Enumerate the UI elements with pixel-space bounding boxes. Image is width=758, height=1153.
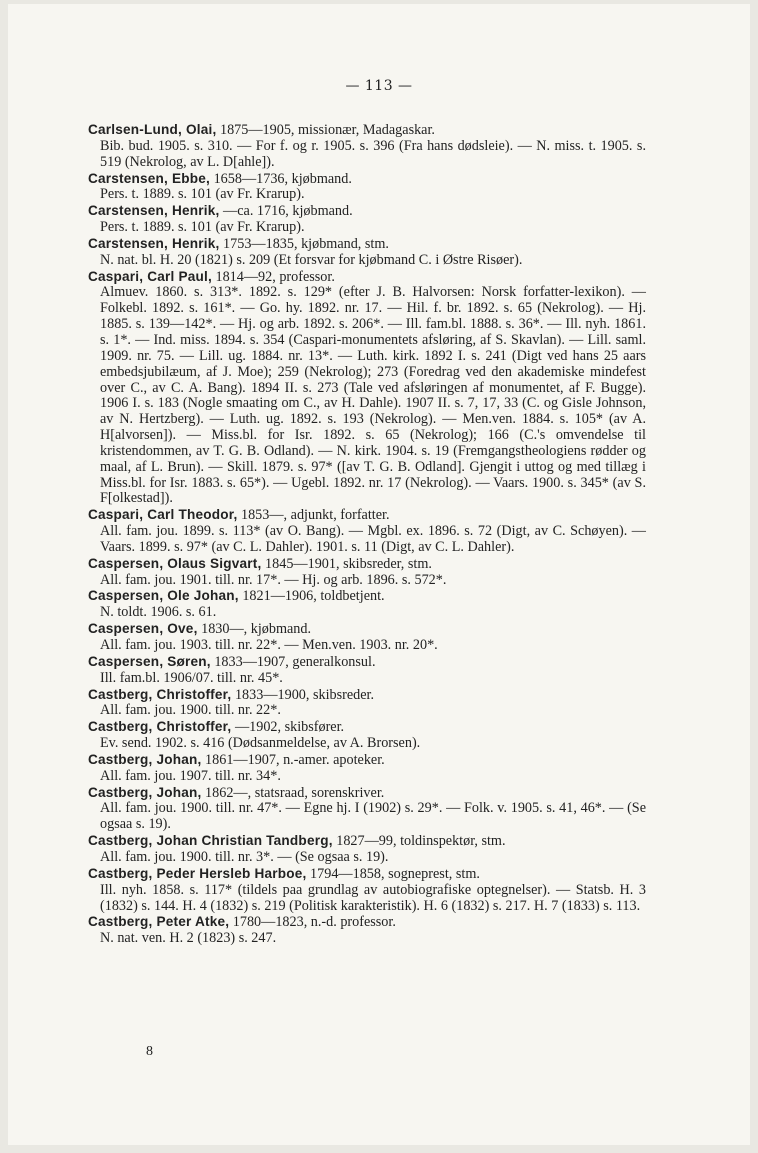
- entry-description: 1845—1901, skibsreder, stm.: [261, 555, 432, 572]
- entry-name: Castberg, Peter Atke,: [88, 914, 230, 930]
- entry-name: Castberg, Johan,: [88, 751, 202, 767]
- bibliography-entry: [88, 507, 646, 556]
- entry-heading: [88, 621, 646, 638]
- entry-name: Caspersen, Ole Johan,: [88, 588, 239, 604]
- entry-references: All. fam. jou. 1901. till. nr. 17*. — Hj. og arb. 1896. s. 572*.: [100, 571, 447, 588]
- entry-description: 1853—, adjunkt, forfatter.: [237, 507, 390, 524]
- entry-description: 1830—, kjøbmand.: [197, 621, 312, 638]
- entry-references: All. fam. jou. 1900. till. nr. 3*. — (Se ogsaa s. 19).: [100, 848, 389, 865]
- entry-heading: [88, 866, 646, 883]
- bibliography-entry: [88, 171, 646, 204]
- entry-description: 1833—1900, skibsreder.: [231, 686, 375, 703]
- entry-description: 1753—1835, kjøbmand, stm.: [219, 235, 389, 252]
- entry-description: 1833—1907, generalkonsul.: [210, 653, 376, 670]
- bibliography-entry: [88, 785, 646, 834]
- page-number: — 113 —: [345, 78, 413, 94]
- bibliography-entry: [88, 719, 646, 752]
- entry-name: Carstensen, Henrik,: [88, 203, 220, 219]
- entry-heading: [88, 654, 646, 671]
- bibliography-entry: [88, 752, 646, 785]
- entry-name: Castberg, Johan Christian Tandberg,: [88, 833, 333, 849]
- entry-references: N. nat. bl. H. 20 (1821) s. 209 (Et forsvar for kjøbmand C. i Østre Risøer).: [100, 251, 523, 268]
- entry-references: Ev. send. 1902. s. 416 (Dødsanmeldelse, av A. Brorsen).: [100, 735, 421, 752]
- entry-description: 1658—1736, kjøbmand.: [210, 170, 352, 187]
- entry-heading: [88, 556, 646, 573]
- entry-description: —1902, skibsfører.: [231, 719, 345, 736]
- entry-references: All. fam. jou. 1900. till. nr. 47*. — Egne hj. I (1902) s. 29*. — Folk. v. 1905. s. 41, 46*. — (Se ogsaa s. 19).: [100, 800, 646, 833]
- entry-name: Caspari, Carl Theodor,: [88, 507, 238, 523]
- entry-description: —ca. 1716, kjøbmand.: [219, 203, 353, 220]
- entry-description: 1861—1907, n.-amer. apoteker.: [201, 751, 385, 768]
- entry-description: 1875—1905, missionær, Madagaskar.: [216, 122, 435, 138]
- bibliography-entry: [88, 588, 646, 621]
- entry-heading: [88, 507, 646, 524]
- entry-references: Ill. nyh. 1858. s. 117* (tildels paa grundlag av autobiografiske optegnelser). — Statsb. H. 3 (1832) s. 144. H. 4 (1832) s. 219 (Politisk karakteristik). H. 6 (1832) s. 217. H. 7 (1833) s. 113.: [100, 881, 646, 914]
- entry-description: 1794—1858, sogneprest, stm.: [306, 865, 480, 882]
- signature-mark: 8: [146, 1044, 153, 1059]
- entry-name: Caspersen, Ove,: [88, 621, 198, 637]
- entry-references: Almuev. 1860. s. 313*. 1892. s. 129* (efter J. B. Halvorsen: Norsk forfatter-lexikon). — Folkebl. 1892. s. 161*. — Go. hy. 1892. nr. 17. — Hil. f. br. 1892. s. 65 (Nekrolog). — Hj. 1885. s. 139—142*. — Hj. og arb. 1892. s. 206*. — Ill. fam.bl. 1888. s. 36*. — Ill. nyh. 1861. s. 1*. — Ind. miss. 1894. s. 354 (Caspari-monumentets afsløring, af S. Skavlan). — Lill. saml. 1909. nr. 75. — Lill. ug. 1884. nr. 13*. — Luth. kirk. 1892 I. s. 241 (Digt ved hans 25 aars embedsjubilæum, af J. Moe); 259 (Nekrolog); 273 (Foredrag ved den akademiske mindefest over C., av C. A. Bang). 1894 II. s. 273 (Tale ved afsløringen af monumentet, af F. Bugge). 1906 I. s. 183 (Nogle smaating om C., av H. Dahle). 1907 II. s. 7, 17, 33 (C. og Gisle Johnson, av N. Hertzberg). — Luth. ug. 1892. s. 193 (Nekrolog). — Men.ven. 1884. s. 105* (av A. H[alvorsen]). — Miss.bl. for Isr. 1892. s. 65 (Nekrolog); 166 (C.'s omvendelse til kristendommen, av T. G. B. Odland). — N. kirk. 1904. s. 19 (Fremgangstheologiens rødder og maal, af L. Brun). — Skill. 1879. s. 97* ([av T. G. B. Odland]. Gjengit i uttog og med tillæg i Miss.bl. for Isr. 1883. s. 65*). — Ugebl. 1892. nr. 17 (Nekrolog). — Vaars. 1900. s. 345* (av S. F[olkestad]).: [100, 284, 646, 507]
- bibliography-entry: [88, 621, 646, 654]
- bibliography-entries: [88, 122, 646, 947]
- entry-name: Caspersen, Olaus Sigvart,: [88, 555, 262, 571]
- bibliography-entry: [88, 914, 646, 947]
- entry-references: N. nat. ven. H. 2 (1823) s. 247.: [100, 930, 277, 947]
- entry-heading: [88, 833, 646, 850]
- entry-heading: [88, 785, 646, 802]
- entry-references: Bib. bud. 1905. s. 310. — For f. og r. 1905. s. 396 (Fra hans dødsleie). — N. miss. t. 1905. s. 519 (Nekrolog, av L. D[ahle]).: [100, 137, 646, 170]
- entry-references: All. fam. jou. 1903. till. nr. 22*. — Men.ven. 1903. nr. 20*.: [100, 637, 438, 653]
- entry-description: 1821—1906, toldbetjent.: [238, 588, 385, 605]
- entry-name: Caspari, Carl Paul,: [88, 268, 212, 284]
- bibliography-entry: [88, 236, 646, 269]
- entry-references: N. toldt. 1906. s. 61.: [100, 604, 217, 621]
- entry-heading: [88, 914, 646, 931]
- bibliography-entry: [88, 203, 646, 236]
- bibliography-entry: [88, 654, 646, 687]
- document-page: [8, 4, 750, 1145]
- entry-heading: [88, 687, 646, 704]
- entry-heading: [88, 752, 646, 769]
- entry-heading: [88, 719, 646, 736]
- entry-description: 1780—1823, n.-d. professor.: [229, 914, 396, 931]
- entry-heading: [88, 236, 646, 253]
- entry-heading: [88, 588, 646, 605]
- entry-references: All. fam. jou. 1899. s. 113* (av O. Bang). — Mgbl. ex. 1896. s. 72 (Digt, av C. Schøyen). — Vaars. 1899. s. 97* (av C. L. Dahler). 1901. s. 11 (Digt, av C. L. Dahler).: [100, 523, 646, 555]
- entry-references: Pers. t. 1889. s. 101 (av Fr. Krarup).: [100, 219, 305, 236]
- entry-name: Carlsen-Lund, Olai,: [88, 122, 217, 137]
- entry-description: 1862—, statsraad, sorenskriver.: [201, 784, 385, 801]
- entry-heading: [88, 171, 646, 188]
- entry-heading: [88, 122, 646, 139]
- entry-references: All. fam. jou. 1900. till. nr. 22*.: [100, 702, 281, 719]
- entry-name: Castberg, Christoffer,: [88, 719, 232, 735]
- entry-description: 1827—99, toldinspektør, stm.: [332, 833, 506, 850]
- entry-references: Pers. t. 1889. s. 101 (av Fr. Krarup).: [100, 186, 305, 203]
- bibliography-entry: [88, 866, 646, 915]
- bibliography-entry: [88, 122, 646, 171]
- bibliography-entry: [88, 833, 646, 866]
- entry-name: Castberg, Christoffer,: [88, 686, 232, 702]
- entry-name: Caspersen, Søren,: [88, 653, 211, 669]
- entry-name: Castberg, Johan,: [88, 784, 202, 800]
- entry-name: Carstensen, Ebbe,: [88, 170, 211, 186]
- entry-references: All. fam. jou. 1907. till. nr. 34*.: [100, 767, 281, 784]
- entry-references: Ill. fam.bl. 1906/07. till. nr. 45*.: [100, 669, 283, 686]
- entry-name: Carstensen, Henrik,: [88, 235, 220, 251]
- entry-heading: [88, 203, 646, 220]
- bibliography-entry: [88, 269, 646, 508]
- entry-description: 1814—92, professor.: [211, 268, 335, 285]
- bibliography-entry: [88, 556, 646, 589]
- bibliography-entry: [88, 687, 646, 720]
- entry-name: Castberg, Peder Hersleb Harboe,: [88, 865, 307, 881]
- entry-heading: [88, 269, 646, 286]
